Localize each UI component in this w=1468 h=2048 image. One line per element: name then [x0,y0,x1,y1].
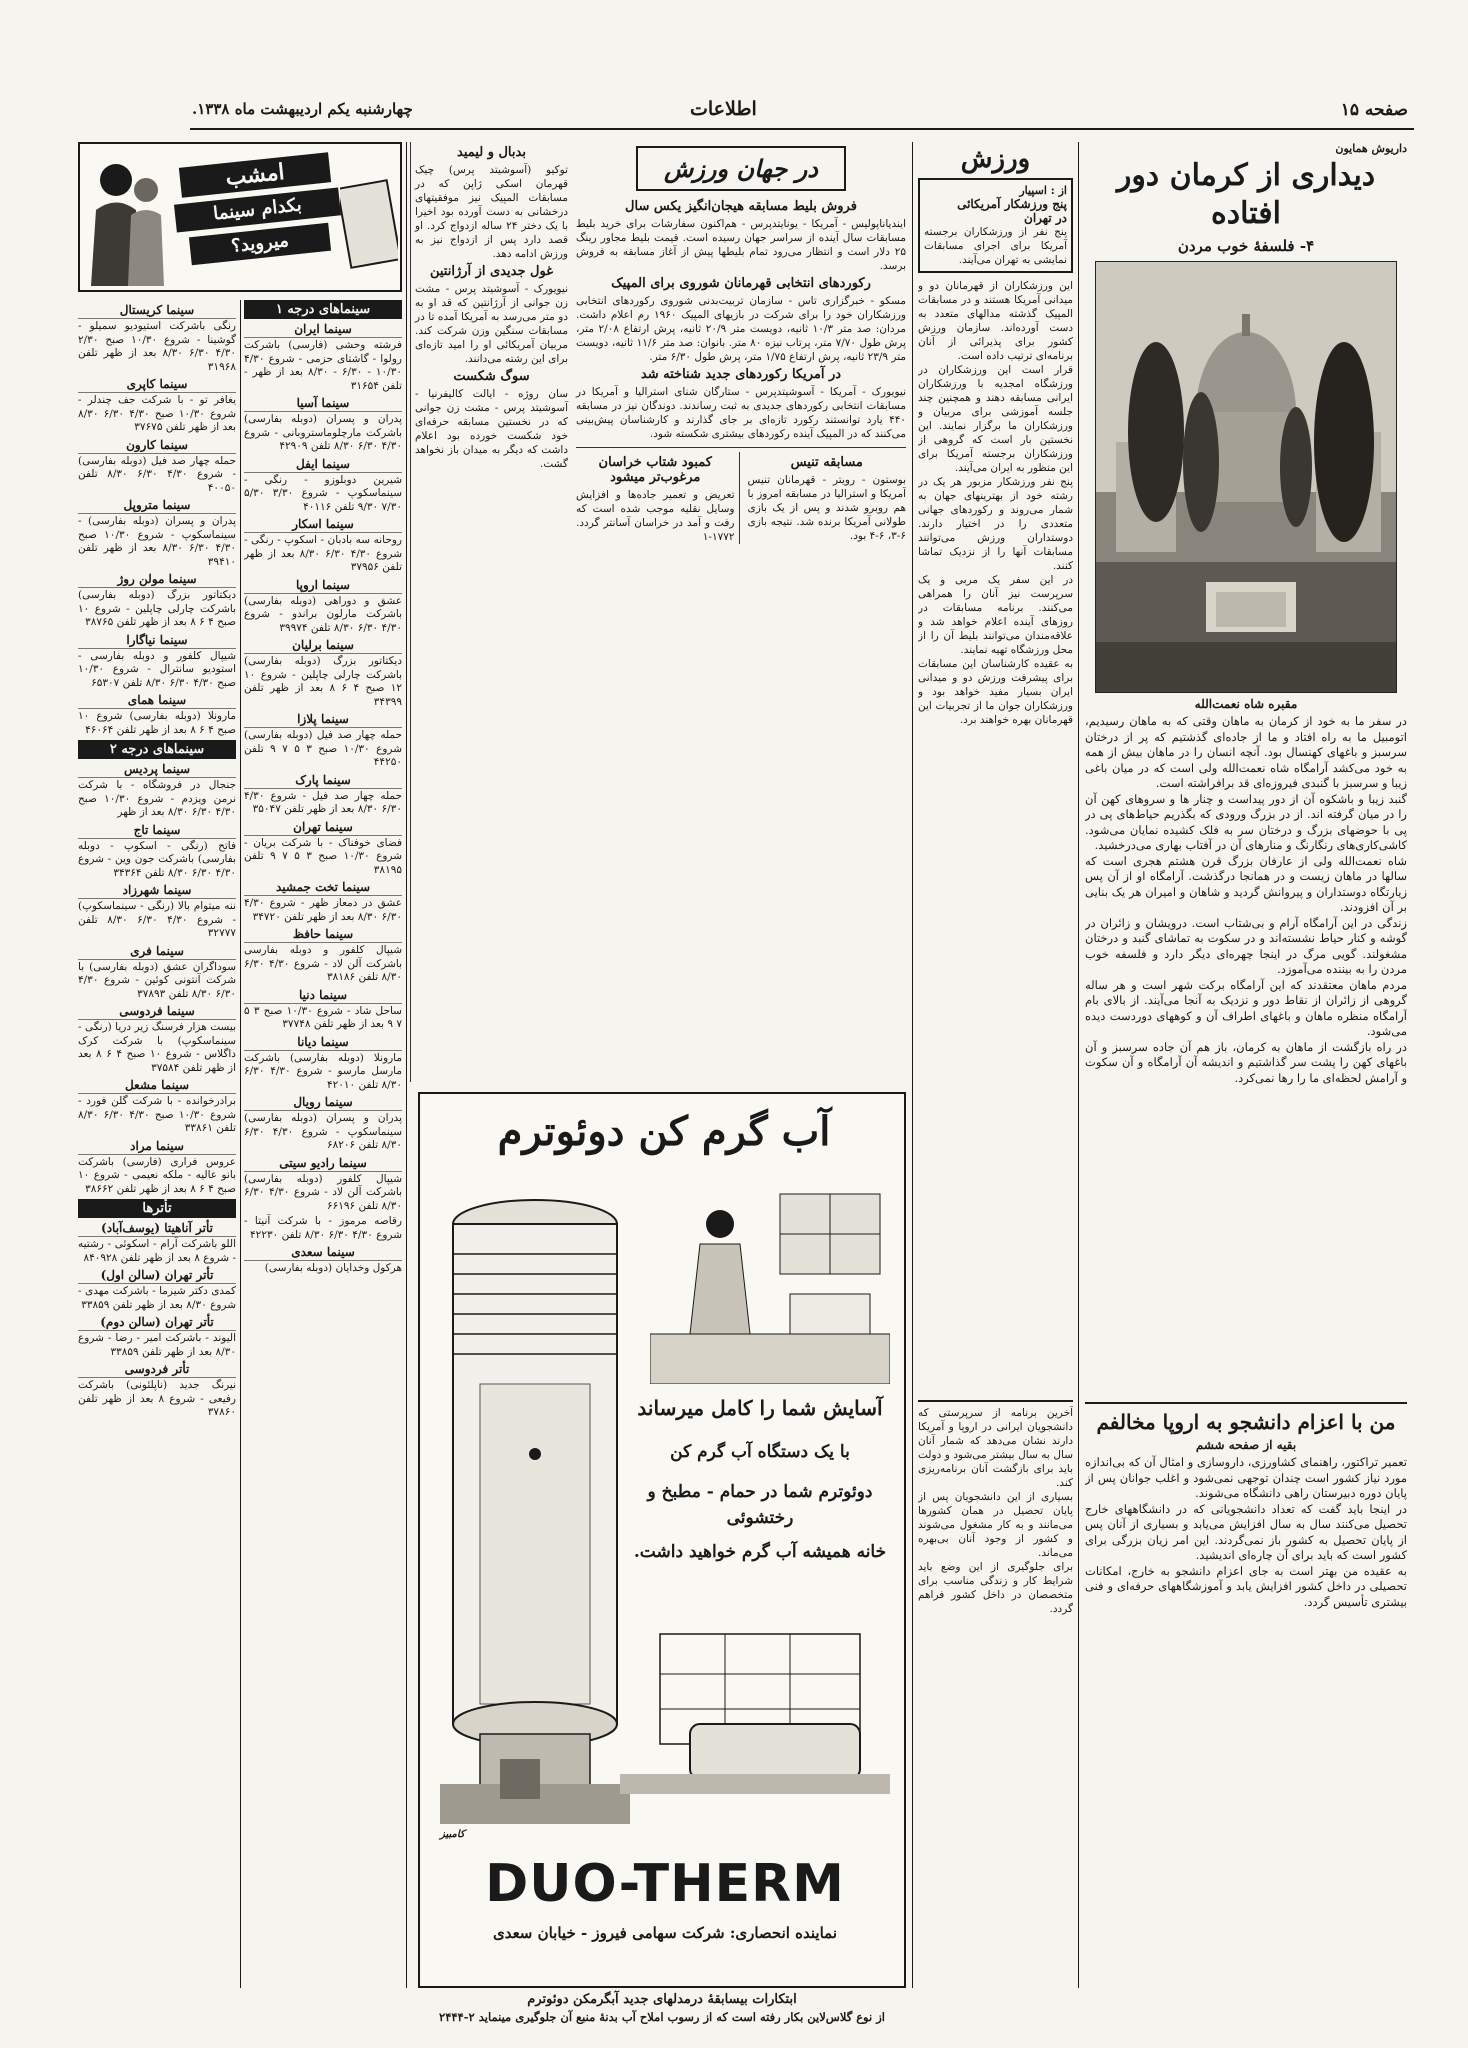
story-title: رکوردهای انتخابی قهرمانان شوروی برای المپیک [611,276,871,291]
cinema-name: سینما فری [78,944,236,960]
theater-name: تأتر فردوسی [78,1362,236,1378]
photo-caption: مقبره شاه نعمت‌الله [1194,697,1298,711]
story-title: کمبود شتاب خراسان مرغوب‌تر میشود [598,455,712,485]
cinema-name: سینما همای [78,693,236,709]
cinema-info: عشق و دوراهی (دوبله بفارسی) باشرکت مارلون براندو - شروع ۴/۳۰ ۶/۳۰ ۸/۳۰ تلفن ۳۹۹۷۴ [244,594,402,634]
cinema-name: سینما سعدی [244,1245,402,1261]
cinema-entry [244,927,402,985]
cinema-info: روحانه سه بادبان - اسکوپ - رنگی - شروع ۴/۳۰ ۶/۳۰ ۸/۳۰ بعد از ظهر تلفن ۳۷۹۵۶ [244,534,402,573]
cinema-name: سینما برلیان [244,638,402,654]
ad-line: خانه همیشه آب گرم خواهید داشت. [633,1542,887,1562]
cinema-info: شیرین دوبلوزو - رنگی - سینماسکوپ - شروع ۳/۳۰ ۵/۳۰ ۷/۳۰ ۹/۳۰ تلفن ۴۰۱۱۶ [244,473,402,513]
cinema-info: مارونلا (دوبله بفارسی) باشرکت مارسل مارسو - شروع ۴/۳۰ ۶/۳۰ ۸/۳۰ تلفن ۴۲۰۱۰ [244,1051,402,1091]
cinema-info: مارونلا (دوبله بفارسی) شروع ۱۰ صبح ۴ ۶ ۸ بعد از ظهر تلفن ۴۶۰۶۴ [78,710,236,736]
theater-name: تأتر تهران (سالن اول) [78,1268,236,1284]
cinema-entry [78,693,236,737]
cinema-name: سینما دنیا [244,988,402,1004]
story-text: نیویورک - آسوشیتد پرس - مشت زن جوانی از آرژانتین که قد او به دو متر می‌رسد به آمریکا آمده تا در مسابقات سنگین وزن شرکت کند. مربیان آمریکائی او را امید تازه‌ای برای این رشته می‌دانند. [415,283,568,365]
cinema-name: سینما ایران [244,322,402,338]
cinema-name: سینما مولن روژ [78,572,236,588]
main-headline: دیداری از کرمان دور افتاده [1116,158,1376,231]
column-1 [1085,142,1407,1399]
cinema-name: سینما فردوسی [78,1004,236,1020]
cinema-name: سینما اروپا [244,578,402,594]
cinema-info: ننه میتوام بالا (رنگی - سینماسکوپ) - شروع ۴/۳۰ ۶/۳۰ ۸/۳۰ تلفن ۳۲۷۷۷ [78,900,236,939]
box-line: در تهران [1024,211,1067,225]
article-paragraph: زندگی در این آرامگاه آرام و بی‌شتاب است. درویشان و زائران در گوشه و کنار حیاط نشسته‌اند و در سکوت به تماشای گنبد و درختان مشغولند. گویی مرگ در اینجا چهره‌ای دیگر دارد و فلسفه خوب مردن را به بیننده می‌آموزد. [1085,915,1407,976]
cinema-name: سینما کریستال [78,303,236,319]
column-1-divider [1085,1402,1407,1404]
cinema-info: فضای خوفناک - با شرکت بریان - شروع ۱۰/۳۰ صبح ۳ ۵ ۷ ۹ تلفن ۳۸۱۹۵ [244,836,402,876]
article-paragraph: در این سفر یک مربی و یک سرپرست نیز آنان را همراهی می‌کنند. برنامه مسابقات در روزهای آینده اعلام خواهد شد و علاقه‌مندان می‌توانند بلیط آن را از محل ورزشگاه تهیه نمایند. [918,574,1073,656]
promo-line-2: بکدام سینما [174,187,341,232]
cinema-entry [244,322,402,393]
cinema-info: بیست هزار فرسنگ زیر دریا (رنگی - سینماسکوپ) با شرکت کرک داگلاس - شروع ۱۰ صبح ۴ ۶ ۸ بعد از ظهر تلفن ۳۷۵۸۴ [78,1021,236,1074]
cinema-entry [244,578,402,636]
issue-date: چهارشنبه یکم اردیبهشت ماه ۱۳۳۸. [192,100,413,118]
ad-line: با یک دستگاه آب گرم کن [670,1442,850,1462]
cinema-entry [244,396,402,454]
cinema-name: سینما پردیس [78,762,236,778]
cinema-entry [78,498,236,569]
cinema-info: عشق در دمعاز ظهر - شروع ۴/۳۰ ۶/۳۰ ۸/۳۰ بعد از ظهر تلفن ۳۴۷۲۰ [244,897,402,923]
column-2 [918,142,1073,1397]
story-title: فروش بلیط مسابقه هیجان‌انگیز یکس سال [625,199,857,214]
ad-footer: ابتکارات بیسابقهٔ درمدلهای جدید آبگرمکن دوئوترم [527,1992,797,2007]
ad-artist-signature: کامبیز [440,1829,465,1840]
cinema-info: دیکتاتور بزرگ (دوبله بفارسی) باشرکت چارلی چاپلین - شروع ۱۰ صبح ۴ ۶ ۸ بعد از ظهر تلفن ۳۸۷۶۵ [78,589,236,628]
cinema-promo-box [78,142,402,292]
cinema-entry [244,457,402,515]
cinema-entry [78,762,236,820]
ad-headline: آب گرم کن دوئوترم [497,1108,831,1155]
cinema-name: سینما تهران [244,820,402,836]
ad-tagline: آسایش شما را کامل میرساند [637,1396,883,1420]
theater-info: الیوند - باشرکت امیر - رضا - شروع ۸/۳۰ بعد از ظهر تلفن ۳۳۸۵۹ [78,1332,236,1358]
column-1-bottom [1085,1408,1407,1988]
kitchen-scene-illustration [650,1184,890,1384]
paper-name: اطلاعات [690,98,757,120]
column-rule [1078,142,1079,1988]
cinema-entry [78,572,236,630]
theater-name: تأتر آناهیتا (یوسف‌آباد) [78,1221,236,1237]
story-text: توکیو (آسوشیتد پرس) چیک قهرمان اسکی ژاپن که در مسابقات المپیک نیز موفقیتهای درخشانی به دست آورده بود اخیرا با یک دختر ۲۴ ساله ازدواج کرد. او قصد دارد پس از ازدواج نیز به ورزش ادامه دهد. [415,164,568,260]
theater-info: نیرنگ جدید (ناپلئونی) باشرکت رفیعی - شروع ۸ بعد از ظهر تلفن ۳۷۸۶۰ [78,1379,236,1418]
duotherm-ad [418,1092,906,1988]
story-text: نیویورک - آمریکا - آسوشیتدپرس - ستارگان شنای استرالیا و آمریکا در مسابقات انتخابی رکوردهای جدیدی به ثبت رساندند. دوندگان نیز در مسابقه ۴۴۰ یارد توانستند رکورد تازه‌ای بر جای گذارند و کارشناسان پیش‌بینی می‌کنند که در المپیک آینده رکوردهای بیشتری شکسته شود. [576,386,906,440]
student-headline: من با اعزام دانشجو به اروپا مخالفم [1096,1410,1396,1434]
bathroom-scene-illustration [620,1614,890,1794]
cinema-entry [244,988,402,1032]
cinema-entry [244,712,402,770]
story-text: بوستون - رویتر - قهرمانان تنیس آمریکا و استرالیا در مسابقه امروز با هم روبرو شدند و پس از یک بازی طولانی آمریکا برنده شد. نتیجه بازی ۶-۳، ۶-۴ بود. [747,474,906,542]
cinema-info: برادرخوانده - با شرکت گلن فورد - شروع ۱۰/۳۰ صبح ۴/۳۰ ۶/۳۰ ۸/۳۰ تلفن ۳۳۸۶۱ [78,1095,236,1134]
box-line: پنج ورزشکار آمریکائی [957,197,1067,211]
theater-entry [78,1221,236,1265]
cinema-info: هرکول وخدایان (دوبله بفارسی) [264,1262,402,1274]
column-rule [912,142,913,1988]
couple-illustration [86,150,166,286]
cinema-info: پدران و پسران (دوبله بفارسی) - سینماسکوپ - شروع ۱۰/۳۰ صبح ۴/۳۰ ۶/۳۰ ۸/۳۰ بعد از ظهر تلفن ۳۹۴۱۰ [78,515,236,568]
story-text: ایندیاناپولیس - آمریکا - یونایتدپرس - هم‌اکنون سفارشات برای خرید بلیط مسابقات سال آینده از سراسر جهان رسیده است. قیمت بلیط مجاور رینگ ۲۵ دلار است و انتظار می‌رود تمام بلیطها پیش از آغاز مسابقه به فروش برسد. [576,218,906,272]
article-paragraph: در راه بازگشت از ماهان به کرمان، باز هم آن جاده سرسبز و آن باغهای کهن را پشت سر گذاشتیم و اندیشه آن آرامگاه و آن سکوت و آرامش لحظه‌ای ما را رها نمی‌کرد. [1085,1039,1407,1085]
cinema-name: سینما متروپل [78,498,236,514]
column-rule [240,300,241,1988]
cinema-info: یغافر تو - با شرکت جف چندلر - شروع ۱۰/۳۰ صبح ۴/۳۰ ۶/۳۰ ۸/۳۰ بعد از ظهر تلفن ۳۷۶۷۵ [78,394,236,433]
cinema-name: سینما پارک [244,773,402,789]
article-paragraph: گنبد زیبا و باشکوه آن از دور پیداست و چنار ها و سروهای کهن آن را در میان گرفته اند. از در بزرگ ورودی که بگذریم حیاط‌های پی در پی با حوضهای بزرگ و درختان سر به فلک کشیده نمایان می‌شود. کاشی‌کاری‌های رنگارنگ و منارهای آن در آفتاب بهاری می‌درخشید. [1085,791,1407,852]
cinema-entry [244,1095,402,1153]
water-heater-illustration [440,1184,630,1844]
column-2-bottom [918,1406,1073,1988]
promo-line-1: امشب [179,152,331,198]
cinema-entry [78,944,236,1002]
cinema-name: سینما پلازا [244,712,402,728]
class-1-header: سینماهای درجه ۱ [244,300,402,319]
cinema-entry [78,1004,236,1075]
column-2-divider [918,1400,1073,1402]
theaters-header: تأترها [78,1199,236,1218]
cinema-list-left [78,300,236,1990]
cinema-info: رقاصه مرموز - با شرکت آنیتا - شروع ۴/۳۰ ۶/۳۰ ۸/۳۰ تلفن ۴۲۲۳۰ [244,1215,402,1241]
article-paragraph: در اینجا باید گفت که تعداد دانشجویانی که در دانشگاههای خارج تحصیل می‌کنند سال به سال افزایش می‌یابد و بسیاری از آنان پس از پایان تحصیل به کشور باز نمی‌گردند. این امر زیان بزرگی برای کشور است که باید برای آن چاره‌ای اندیشید. [1085,1501,1407,1562]
cinema-name: سینما آسیا [244,396,402,412]
story-title: سوگ شکست [453,369,530,384]
header-rule [190,128,1414,130]
article-paragraph: به عقیده من بهتر است به جای اعزام دانشجو به خارج، امکانات تحصیلی در داخل کشور افزایش یابد و آموزشگاههای حرفه‌ای و فنی بیشتری تأسیس گردد. [1085,1563,1407,1609]
cinema-entry [244,638,402,709]
cinema-name: سینما رویال [244,1095,402,1111]
story-text: مسکو - خبرگزاری تاس - سازمان تربیت‌بدنی شوروی رکوردهای انتخابی ورزشکاران خود را برای شرکت در بازیهای المپیک ۱۹۶۰ رم اعلام داشت. مردان: صد متر ۱۰/۳ ثانیه، دویست متر ۲۰/۹ ثانیه، پرش ارتفاع ۲/۰۸ متر، پرش طول ۷/۷۰ متر، پرتاب نیزه ۸۰ متر. بانوان: صد متر ۱۱/۶ ثانیه، دویست متر ۲۳/۹ ثانیه، پرش ارتفاع ۱/۷۵ متر، پرش طول ۶/۳۰ متر. [576,295,906,363]
cinema-info: پدران و پسران (دوبله بفارسی) سینماسکوپ - شروع ۴/۳۰ ۶/۳۰ ۸/۳۰ تلفن ۶۸۲۰۶ [244,1112,402,1151]
mausoleum-photo [1095,261,1397,693]
sport-world-title: در جهان ورزش [636,146,846,191]
author-byline: داریوش همایون [1335,142,1407,155]
cinema-name: سینما کارون [78,438,236,454]
cinema-info: ساحل شاد - شروع ۱۰/۳۰ صبح ۳ ۵ ۷ ۹ بعد از ظهر تلفن ۳۷۷۴۸ [244,1004,402,1030]
cinema-info: سوداگران عشق (دوبله بفارسی) با شرکت آنتونی کوئین - شروع ۴/۳۰ ۶/۳۰ ۸/۳۰ تلفن ۳۷۸۹۳ [78,960,236,1000]
ad-agent: نماینده انحصاری: شرکت سهامی فیروز - خیابان سعدی [492,1924,838,1942]
cinema-name: سینما دیانا [244,1035,402,1051]
article-paragraph: آخرین برنامه از سرپرستی که دانشجویان ایرانی در اروپا و آمریکا دارند نشان می‌دهد که شمار آنان سال به سال بیشتر می‌شود و دولت باید برای بازگشت آنان برنامه‌ریزی کند. [918,1407,1073,1489]
article-paragraph: این ورزشکاران از قهرمانان دو و میدانی آمریکا هستند و در مسابقات المپیک گذشته مدالهای متعدد به دست آورده‌اند. سازمان ورزش کشور برای پذیرائی از آنان برنامه‌ای ترتیب داده است. [918,280,1073,362]
sport-world-main [576,142,906,1082]
cinema-info: حمله چهار صد فیل - شروع ۴/۳۰ ۶/۳۰ ۸/۳۰ بعد از ظهر تلفن ۳۵۰۴۷ [244,789,402,815]
cinema-info: پدران و پسران (دوبله بفارسی) باشرکت مارچلوماستروبانی - شروع ۴/۳۰ ۶/۳۰ ۸/۳۰ تلفن ۴۲۹۰۹ [244,413,402,452]
photo-illustration [1096,262,1396,692]
theater-entry [78,1268,236,1312]
cinema-name: سینما اسکار [244,517,402,533]
box-line: از : اسپیار [1019,184,1067,197]
cinema-entry [78,1078,236,1136]
cinema-entry [244,773,402,817]
story-title: بدبال و لیمید [457,145,526,160]
column-3 [410,142,906,1082]
cinema-name: سینما حافظ [244,927,402,943]
class-2-header: سینماهای درجه ۲ [78,740,236,759]
cinema-name: سینما ایفل [244,457,402,473]
theater-entry [78,1315,236,1359]
cinema-entry [78,303,236,374]
cinema-info: جنجال در فروشگاه - با شرکت نرمن ویزدم - شروع ۱۰/۳۰ صبح ۴/۳۰ ۶/۳۰ ۸/۳۰ بعد از ظهر [78,779,236,818]
promo-line-3: میروید؟ [189,223,331,265]
cinema-entry [78,633,236,691]
cinema-entry [78,823,236,881]
article-paragraph: به عقیده کارشناسان این مسابقات برای پیشرفت ورزش دو و میدانی ایران بسیار مفید خواهد بود و ورزشکاران جوان ما از تجربیات این قهرمانان بهره خواهند برد. [918,658,1073,726]
cinema-info: دیکتاتور بزرگ (دوبله بفارسی) باشرکت چارلی چاپلین - شروع ۱۰ ۱۲ صبح ۴ ۶ ۸ بعد از ظهر تلفن ۳۴۳۹۹ [244,655,402,708]
cinema-info: شیپال کلفور (دوبله بفارسی) باشرکت آلن لاد - شروع ۴/۳۰ ۶/۳۰ ۸/۳۰ تلفن ۶۶۱۹۶ [244,1172,402,1212]
cinema-entry [78,1139,236,1197]
cinema-name: سینما شهرزاد [78,883,236,899]
sub-headline: ۴- فلسفهٔ خوب مردن [1177,237,1315,255]
sport-box [918,178,1073,273]
continued-note: بقیه از صفحه ششم [1195,1438,1297,1452]
page-number: صفحه ۱۵ [1340,100,1408,120]
article-paragraph: پنج نفر ورزشکار مزبور هر یک در رشته خود از بهترینهای جهان به شمار می‌روند و رکوردهای جهانی متعددی را در اختیار دارند. دوستداران ورزش می‌توانند مسابقات آنها را از نزدیک تماشا کنند. [918,476,1073,572]
ticket-illustration [340,174,398,274]
cinema-info: حمله چهار صد فیل (دوبله بفارسی) شروع ۱۰/۳۰ صبح ۳ ۵ ۷ ۹ تلفن ۴۴۲۵۰ [244,729,402,768]
theater-info: اللو باشرکت آرام - اسکوئی - رشتیه - شروع ۸ بعد از ظهر تلفن ۸۴۰۹۲۸ [78,1238,236,1264]
cinema-list-right [244,300,402,1990]
cinema-info: حمله چهار صد فیل (دوبله بفارسی) - شروع ۴/۳۰ ۶/۳۰ ۸/۳۰ تلفن ۴۰۰۵۰ [78,454,236,494]
cinema-entry [78,377,236,435]
article-paragraph: بسیاری از این دانشجویان پس از پایان تحصیل در همان کشورها می‌مانند و به کار مشغول می‌شوند و کشور از وجود آنان بی‌بهره می‌ماند. [918,1491,1073,1559]
story-title: غول جدیدی از آرژانتین [429,264,554,279]
story-text: سان روژه - ایالت کالیفرنیا - آسوشیتد پرس - مشت زن جوانی که در نخستین مسابقه حرفه‌ای خود شکست خورده بود اعلام داشت که دیگر به میدان باز نخواهد گشت. [415,388,568,470]
cinema-info: شیپال کلفور و دوبله بفارسی باشرکت آلن لاد - شروع ۴/۳۰ ۶/۳۰ ۸/۳۰ تلفن ۳۸۱۸۶ [244,944,402,983]
cinema-entry [244,1156,402,1214]
brand-logo: DUO-THERM [485,1854,845,1914]
sport-world-side [410,142,568,1082]
cinema-name: سینما مراد [78,1139,236,1155]
article-paragraph: شاه نعمت‌الله ولی از عارفان بزرگ قرن هشتم هجری است که سالها در ماهان زیست و در همانجا درگذشت. آرامگاه او از آن پس زیارتگاه دوستداران و پیروانش گردید و شاهان و امیران هر یک بنایی بر آن افزودند. [1085,853,1407,914]
bottom-row [576,447,906,544]
article-paragraph: تعمیر تراکتور، راهنمای کشاورزی، داروسازی و امثال آن که بی‌اندازه مورد نیاز کشور است چندان توجهی نمی‌شود و اغلب جوانان پس از پایان دوره دبیرستان راهی دانشگاه می‌شوند. [1085,1455,1407,1500]
cinema-entry [244,1035,402,1093]
cinema-name: سینما تخت جمشید [244,880,402,896]
ad-footer-2: از نوع گلاس‌لاین بکار رفته است که از رسوب املاح آب بدنهٔ منبع آن جلوگیری مینماید ۲-۲۴۴۴ [439,2010,885,2024]
theater-info: کمدی دکتر شیرما - باشرکت مهدی - شروع ۸/۳۰ بعد از ظهر تلفن ۳۳۸۵۹ [78,1285,236,1311]
cinema-name: سینما رادیو سیتی [244,1156,402,1172]
column-rule [406,142,407,1988]
cinema-info: شیپال کلفور و دوبله بفارسی - استودیو سانترال - شروع ۱۰/۳۰ صبح ۴/۳۰ ۶/۳۰ ۸/۳۰ تلفن ۶۵۳۰۷ [78,649,236,689]
cinema-name: سینما تاج [78,823,236,839]
story-text: تعریض و تعمیر جاده‌ها و افزایش وسایل نقلیه موجب شده است که رفت و آمد در خراسان آسانتر گردد. ۱۷۷۲-۱ [576,489,735,543]
story-title: مسابقه تنیس [790,455,863,470]
cinema-info: عروس فراری (فارسی) باشرکت بانو عالیه - ملکه نعیمی - شروع ۱۰ صبح ۴ ۶ ۸ بعد از ظهر تلفن ۳۸۶۶۲ [78,1155,236,1195]
cinema-info: رنگی باشرکت استیودیو سمیلو - گوشینا - شروع ۱۰/۳۰ صبح ۲/۳۰ ۴/۳۰ ۶/۳۰ ۸/۳۰ بعد از ظهر تلفن ۳۱۹۶۸ [78,320,236,373]
cinema-name: سینما نیاگارا [78,633,236,649]
theater-entry [78,1362,236,1420]
cinema-entry [78,883,236,941]
ad-line: دوئوترم شما در حمام - مطبخ و رختشوئی [647,1482,873,1528]
theater-name: تأتر تهران (سالن دوم) [78,1315,236,1331]
cinema-entry [244,820,402,878]
cinema-name: سینما کاپری [78,377,236,393]
cinema-name: سینما مشعل [78,1078,236,1094]
article-paragraph: در سفر ما به خود از کرمان به ماهان وقتی که به ماهان رسیدیم، اتومبیل ما به راه افتاد و ما از جاده‌ای گذشتیم که پر از درختان سرسبز و باغهای کهنسال بود. آنچه انسان را در ماهان بیش از همه به خود می‌کشد آرامگاه شاه نعمت‌الله ولی است که در میان باغی زیبا و سرسبز با گنبدی فیروزه‌ای قد برافراشته است. [1085,714,1407,790]
box-line: پنج نفر از ورزشکاران برجسته آمریکا برای اجرای مسابقات نمایشی به تهران می‌آیند. [924,226,1067,266]
article-paragraph: مردم ماهان معتقدند که این آرامگاه برکت شهر است و هر ساله گروهی از زائران از نقاط دور و نزدیک به آنجا می‌آیند. از بالای بام آرامگاه منظره ماهان و باغهای اطراف آن و کوههای دوردست دیده می‌شود. [1085,977,1407,1038]
cinema-info: فاتح (رنگی - اسکوپ - دوبله بفارسی) باشرکت جون وین - شروع ۴/۳۰ ۶/۳۰ ۸/۳۰ تلفن ۳۴۳۶۴ [78,839,236,879]
cinema-entry [244,880,402,924]
tennis-story [748,452,907,544]
cinema-entry [244,1245,402,1276]
article-paragraph: برای جلوگیری از این وضع باید شرایط کار و زندگی مناسب برای متخصصان در داخل کشور فراهم گردد. [918,1561,1073,1615]
story-title: در آمریکا رکوردهای جدید شناخته شد [640,367,842,382]
article-paragraph: قرار است این ورزشکاران در ورزشگاه امجدیه با ورزشکاران ایرانی مسابقه دهند و همچنین چند جلسه آموزشی برای مربیان و ورزشکاران ما برگزار نمایند. این نخستین بار است که گروهی از ورزشکاران برجسته آمریکا برای این منظور به ایران می‌آیند. [918,364,1073,474]
cinema-entry [244,517,402,575]
khorasan-story [576,452,740,544]
sport-headline: ورزش [960,144,1031,174]
cinema-info: فرشته وحشی (فارسی) باشرکت رولوا - گاشتای حزمی - شروع ۴/۳۰ ۱۰/۳۰ - ۶/۳۰ - ۸/۳۰ بعد از ظهر - تلفن ۳۱۶۵۴ [244,339,402,392]
cinema-entry [78,438,236,496]
